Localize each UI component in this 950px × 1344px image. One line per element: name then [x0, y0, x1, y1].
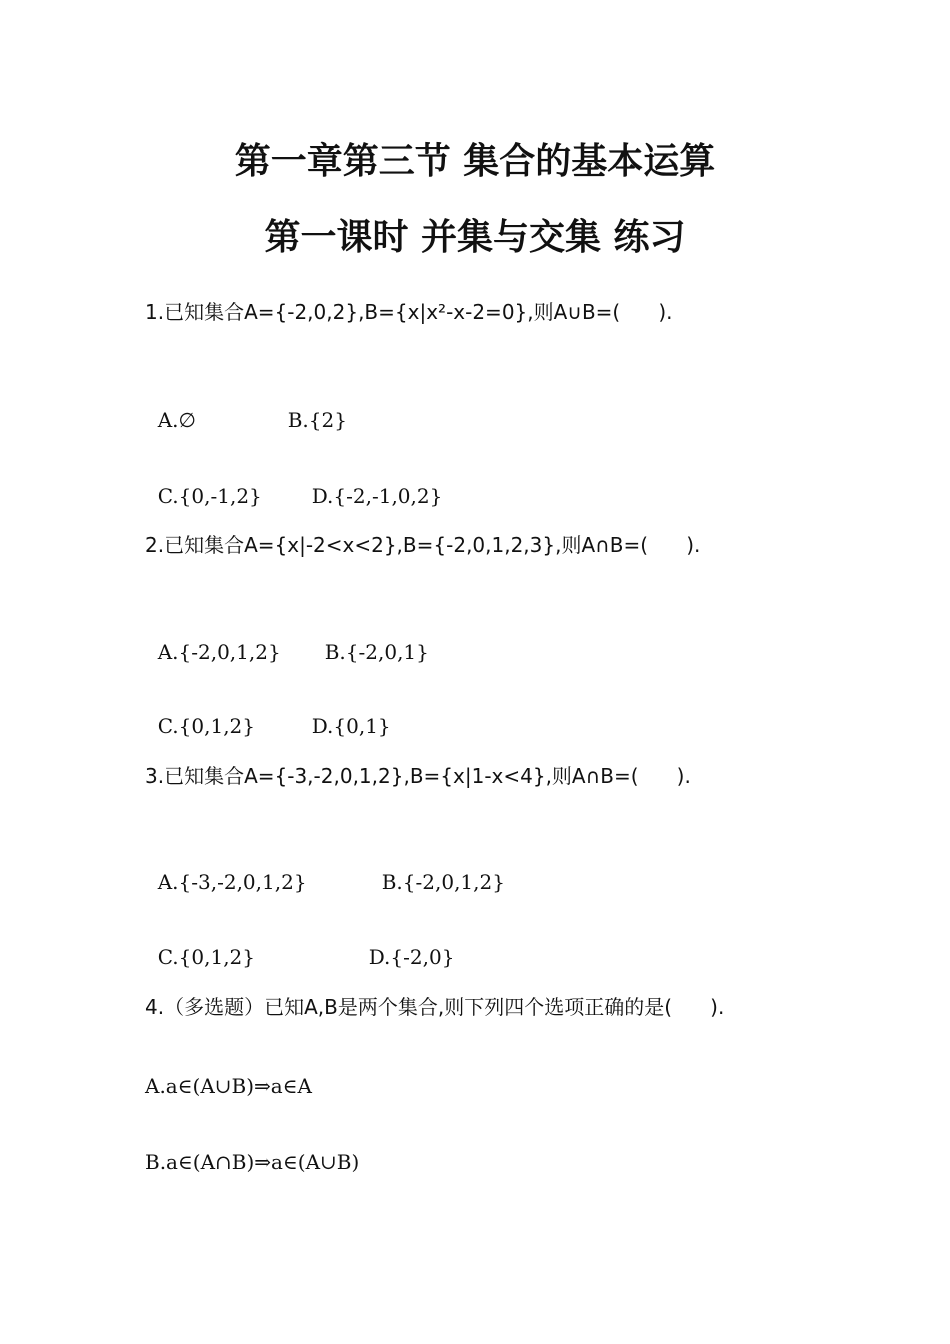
question-2-option-a: A.{-2,0,1,2}: [157, 640, 281, 664]
question-2-options-ab: [145, 610, 429, 666]
page-subtitle: 第一课时 并集与交集 练习: [264, 217, 686, 258]
question-2-stem: 2.已知集合A={x|-2<x<2},B={-2,0,1,2,3},则A∩B=( ).: [145, 533, 701, 557]
question-2-option-c: C.{0,1,2}: [157, 714, 256, 738]
question-3-option-c: C.{0,1,2}: [157, 945, 256, 969]
question-2-option-d: D.{0,1}: [311, 714, 391, 738]
question-1-stem: 1.已知集合A={-2,0,2},B={x|x²-x-2=0},则A∪B=( ).: [145, 300, 673, 324]
question-1-option-a: A.∅: [157, 408, 196, 432]
question-3-option-a: A.{-3,-2,0,1,2}: [157, 870, 307, 894]
question-2-options-cd: [145, 684, 391, 740]
question-1-option-d: D.{-2,-1,0,2}: [311, 484, 443, 508]
question-3-option-d: D.{-2,0}: [368, 945, 455, 969]
question-2-option-b: B.{-2,0,1}: [324, 640, 429, 664]
question-4-stem: 4.（多选题）已知A,B是两个集合,则下列四个选项正确的是( ).: [145, 995, 725, 1019]
question-3-option-b: B.{-2,0,1,2}: [381, 870, 505, 894]
question-4-option-b: B.a∈(A∩B)⇒a∈(A∪B): [145, 1150, 360, 1174]
question-3-stem: 3.已知集合A={-3,-2,0,1,2},B={x|1-x<4},则A∩B=( ).: [145, 764, 691, 788]
question-3-options-ab: [145, 840, 505, 896]
question-1-option-c: C.{0,-1,2}: [157, 484, 262, 508]
question-1-options-ab: [145, 378, 347, 434]
question-1-options-cd: [145, 454, 442, 510]
page-title: 第一章第三节 集合的基本运算: [234, 141, 716, 182]
question-3-options-cd: [145, 915, 454, 971]
question-4-option-a: A.a∈(A∪B)⇒a∈A: [145, 1074, 312, 1098]
question-1-option-b: B.{2}: [287, 408, 347, 432]
